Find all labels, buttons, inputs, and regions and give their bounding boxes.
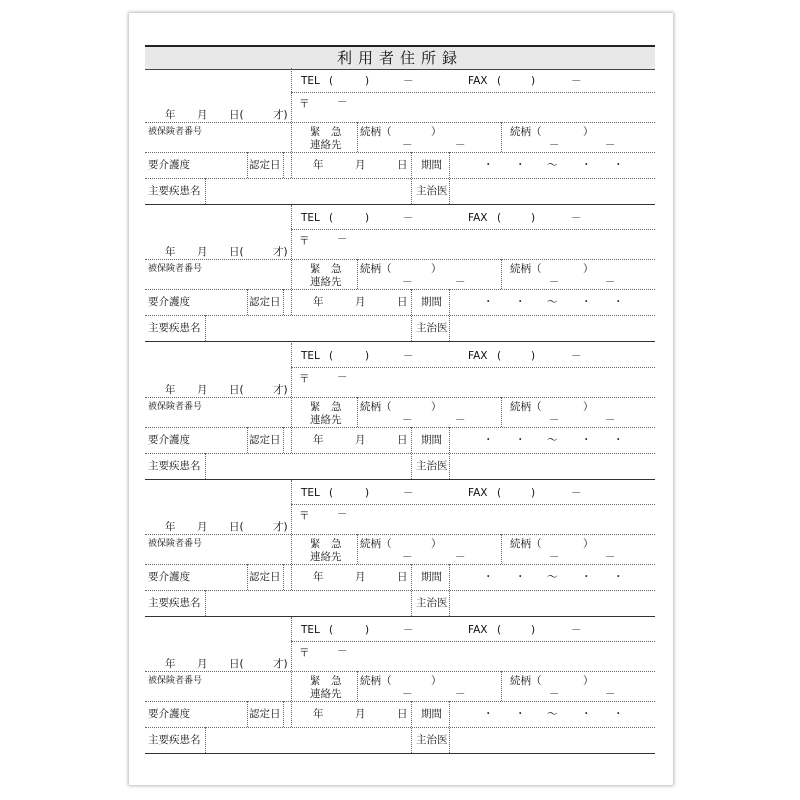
col-divider (291, 205, 292, 315)
emergency-label: 緊 急 (310, 263, 342, 276)
relation1-close: ） (431, 126, 442, 138)
postal-mark: 〒 (299, 647, 310, 660)
emergency-label: 緊 急 (310, 400, 342, 413)
insured-number-label: 被保険者番号 (148, 401, 203, 412)
row-divider (145, 427, 655, 428)
emg2-dash-a: － (549, 139, 560, 151)
period-dot-2: ・ (515, 433, 526, 446)
period-dot-1: ・ (483, 296, 494, 309)
fax-label: FAX (468, 212, 488, 225)
postal-dash: － (337, 645, 348, 658)
col-divider (247, 564, 248, 590)
record-block (145, 617, 655, 754)
emg2-dash-a: － (549, 688, 560, 701)
postal-dash: － (337, 233, 348, 246)
relation1-close: ） (431, 263, 442, 276)
cert-month-label: 月 (355, 708, 366, 721)
col-divider (411, 289, 412, 341)
cert-day-label: 日 (397, 159, 408, 171)
cert-day-label: 日 (397, 296, 408, 309)
birth-day-label: 日( (229, 383, 244, 396)
emg1-dash-b: － (455, 276, 466, 289)
doctor-label: 主治医 (416, 734, 448, 747)
insured-number-label: 被保険者番号 (148, 264, 203, 275)
emg2-dash-a: － (549, 276, 560, 289)
period-dot-4: ・ (613, 708, 624, 721)
doctor-label: 主治医 (416, 596, 448, 609)
col-divider (205, 453, 206, 479)
tel-paren-open: ( (329, 349, 334, 362)
postal-dash: － (337, 370, 348, 383)
period-dot-2: ・ (515, 296, 526, 309)
period-dot-4: ・ (613, 159, 624, 171)
birth-year-label: 年 (165, 109, 176, 121)
period-label: 期間 (421, 708, 442, 721)
postal-mark: 〒 (299, 509, 310, 522)
period-label: 期間 (421, 570, 442, 583)
col-divider (501, 122, 502, 152)
record-block (145, 480, 655, 617)
cert-year-label: 年 (313, 570, 324, 583)
row-divider (145, 727, 655, 728)
fax-dash: － (571, 486, 582, 499)
birth-month-label: 月 (197, 246, 208, 259)
col-divider (411, 152, 412, 204)
tel-label: TEL (301, 349, 320, 362)
cert-date-label: 認定日 (249, 433, 281, 446)
relation2-close: ） (583, 263, 594, 276)
row-divider (291, 367, 655, 368)
emg2-dash-b: － (605, 688, 616, 701)
relation2-close: ） (583, 675, 594, 688)
emergency-label: 緊 急 (310, 537, 342, 550)
emergency-label: 緊 急 (310, 126, 342, 138)
cert-month-label: 月 (355, 296, 366, 309)
tel-paren-open: ( (329, 75, 334, 87)
care-level-label: 要介護度 (148, 433, 190, 446)
record-block (145, 68, 655, 205)
birth-year-label: 年 (165, 658, 176, 671)
tel-paren-open: ( (329, 486, 334, 499)
cert-date-label: 認定日 (249, 570, 281, 583)
care-level-label: 要介護度 (148, 708, 190, 721)
emg1-dash-a: － (402, 413, 413, 426)
row-divider (145, 122, 655, 123)
period-tilde: ～ (547, 296, 558, 309)
cert-date-label: 認定日 (249, 296, 281, 309)
relation2-label: 続柄（ (510, 537, 542, 550)
col-divider (291, 343, 292, 453)
tel-paren-open: ( (329, 624, 334, 637)
col-divider (283, 289, 284, 315)
fax-paren-close: ) (531, 486, 536, 499)
cert-year-label: 年 (313, 708, 324, 721)
emg1-dash-a: － (402, 139, 413, 151)
fax-dash: － (571, 212, 582, 225)
row-divider (145, 534, 655, 535)
birth-month-label: 月 (197, 383, 208, 396)
row-divider (145, 564, 655, 565)
tel-dash: － (403, 212, 414, 225)
relation1-label: 続柄（ (360, 126, 392, 138)
tel-dash: － (403, 486, 414, 499)
period-dot-4: ・ (613, 433, 624, 446)
emg2-dash-a: － (549, 413, 560, 426)
col-divider (205, 727, 206, 753)
tel-paren-open: ( (329, 212, 334, 225)
tel-dash: － (403, 349, 414, 362)
col-divider (411, 427, 412, 479)
birth-day-label: 日( (229, 246, 244, 259)
fax-dash: － (571, 624, 582, 637)
fax-paren-open: ( (497, 486, 502, 499)
col-divider (357, 259, 358, 289)
cert-month-label: 月 (355, 159, 366, 171)
postal-mark: 〒 (299, 372, 310, 385)
fax-dash: － (571, 349, 582, 362)
col-divider (501, 397, 502, 427)
age-label: 才) (273, 520, 288, 533)
birth-day-label: 日( (229, 520, 244, 533)
period-dot-2: ・ (515, 708, 526, 721)
cert-day-label: 日 (397, 433, 408, 446)
period-dot-3: ・ (581, 433, 592, 446)
period-dot-1: ・ (483, 708, 494, 721)
col-divider (357, 671, 358, 701)
postal-mark: 〒 (299, 98, 310, 110)
col-divider (283, 701, 284, 727)
emg1-dash-a: － (402, 688, 413, 701)
row-divider (145, 289, 655, 290)
tel-label: TEL (301, 486, 320, 499)
col-divider (205, 590, 206, 616)
birth-year-label: 年 (165, 520, 176, 533)
fax-paren-close: ) (531, 624, 536, 637)
tel-dash: － (403, 624, 414, 637)
fax-dash: － (571, 75, 582, 87)
period-tilde: ～ (547, 159, 558, 171)
record-bottom-rule (145, 753, 655, 754)
row-divider (145, 701, 655, 702)
main-disease-label: 主要疾患名 (148, 734, 201, 747)
fax-paren-open: ( (497, 349, 502, 362)
period-dot-3: ・ (581, 159, 592, 171)
tel-paren-close: ) (365, 349, 370, 362)
care-level-label: 要介護度 (148, 570, 190, 583)
row-divider (145, 671, 655, 672)
relation1-label: 続柄（ (360, 263, 392, 276)
emg2-dash-b: － (605, 276, 616, 289)
relation2-label: 続柄（ (510, 126, 542, 138)
emg2-dash-b: － (605, 413, 616, 426)
insured-number-label: 被保険者番号 (148, 676, 203, 687)
col-divider (449, 701, 450, 753)
col-divider (357, 122, 358, 152)
relation1-close: ） (431, 400, 442, 413)
tel-paren-close: ) (365, 486, 370, 499)
period-dot-4: ・ (613, 570, 624, 583)
fax-label: FAX (468, 349, 488, 362)
main-disease-label: 主要疾患名 (148, 459, 201, 472)
period-label: 期間 (421, 296, 442, 309)
insured-number-label: 被保険者番号 (148, 127, 203, 137)
emg1-dash-b: － (455, 413, 466, 426)
period-tilde: ～ (547, 570, 558, 583)
col-divider (449, 427, 450, 479)
row-divider (145, 453, 655, 454)
period-dot-4: ・ (613, 296, 624, 309)
relation1-label: 続柄（ (360, 675, 392, 688)
postal-mark: 〒 (299, 235, 310, 248)
care-level-label: 要介護度 (148, 159, 190, 171)
birth-year-label: 年 (165, 246, 176, 259)
doctor-label: 主治医 (416, 322, 448, 335)
age-label: 才) (273, 246, 288, 259)
birth-day-label: 日( (229, 658, 244, 671)
period-dot-1: ・ (483, 570, 494, 583)
emergency-label: 緊 急 (310, 675, 342, 688)
fax-paren-open: ( (497, 212, 502, 225)
emg1-dash-b: － (455, 139, 466, 151)
contact-label: 連絡先 (310, 139, 342, 151)
emg1-dash-b: － (455, 688, 466, 701)
tel-dash: － (403, 75, 414, 87)
emg1-dash-a: － (402, 550, 413, 563)
record-block (145, 205, 655, 342)
period-label: 期間 (421, 433, 442, 446)
col-divider (283, 564, 284, 590)
birth-year-label: 年 (165, 383, 176, 396)
fax-label: FAX (468, 486, 488, 499)
relation2-label: 続柄（ (510, 400, 542, 413)
emg1-dash-a: － (402, 276, 413, 289)
col-divider (291, 480, 292, 590)
tel-label: TEL (301, 212, 320, 225)
tel-paren-close: ) (365, 75, 370, 87)
fax-paren-close: ) (531, 349, 536, 362)
emg1-dash-b: － (455, 550, 466, 563)
emg2-dash-b: － (605, 139, 616, 151)
col-divider (449, 289, 450, 341)
col-divider (411, 701, 412, 753)
col-divider (501, 259, 502, 289)
emg2-dash-a: － (549, 550, 560, 563)
period-tilde: ～ (547, 433, 558, 446)
col-divider (449, 564, 450, 616)
col-divider (283, 152, 284, 178)
row-divider (145, 590, 655, 591)
cert-year-label: 年 (313, 296, 324, 309)
cert-date-label: 認定日 (249, 159, 281, 171)
relation2-close: ） (583, 126, 594, 138)
col-divider (357, 534, 358, 564)
contact-label: 連絡先 (310, 550, 342, 563)
row-divider (291, 229, 655, 230)
relation1-close: ） (431, 537, 442, 550)
fax-paren-close: ) (531, 75, 536, 87)
col-divider (247, 701, 248, 727)
col-divider (291, 68, 292, 178)
row-divider (291, 92, 655, 93)
postal-dash: － (337, 507, 348, 520)
fax-label: FAX (468, 624, 488, 637)
record-block (145, 343, 655, 480)
col-divider (501, 534, 502, 564)
col-divider (247, 427, 248, 453)
cert-date-label: 認定日 (249, 708, 281, 721)
period-dot-2: ・ (515, 570, 526, 583)
period-label: 期間 (421, 159, 442, 171)
emg2-dash-b: － (605, 550, 616, 563)
fax-paren-open: ( (497, 75, 502, 87)
cert-month-label: 月 (355, 433, 366, 446)
age-label: 才) (273, 109, 288, 121)
fax-paren-close: ) (531, 212, 536, 225)
period-dot-1: ・ (483, 433, 494, 446)
period-tilde: ～ (547, 708, 558, 721)
birth-month-label: 月 (197, 520, 208, 533)
tel-paren-close: ) (365, 212, 370, 225)
cert-month-label: 月 (355, 570, 366, 583)
period-dot-3: ・ (581, 296, 592, 309)
relation1-label: 続柄（ (360, 537, 392, 550)
main-disease-label: 主要疾患名 (148, 596, 201, 609)
col-divider (357, 397, 358, 427)
postal-dash: － (337, 96, 348, 108)
col-divider (411, 564, 412, 616)
row-divider (145, 259, 655, 260)
birth-month-label: 月 (197, 658, 208, 671)
col-divider (205, 178, 206, 204)
col-divider (247, 152, 248, 178)
row-divider (291, 641, 655, 642)
relation2-label: 続柄（ (510, 675, 542, 688)
cert-year-label: 年 (313, 433, 324, 446)
col-divider (501, 671, 502, 701)
contact-label: 連絡先 (310, 276, 342, 289)
col-divider (247, 289, 248, 315)
period-dot-3: ・ (581, 570, 592, 583)
period-dot-3: ・ (581, 708, 592, 721)
row-divider (145, 178, 655, 179)
row-divider (291, 504, 655, 505)
contact-label: 連絡先 (310, 413, 342, 426)
col-divider (291, 617, 292, 727)
tel-paren-close: ) (365, 624, 370, 637)
tel-label: TEL (301, 624, 320, 637)
row-divider (145, 315, 655, 316)
col-divider (283, 427, 284, 453)
care-level-label: 要介護度 (148, 296, 190, 309)
cert-year-label: 年 (313, 159, 324, 171)
relation2-close: ） (583, 400, 594, 413)
cert-day-label: 日 (397, 708, 408, 721)
birth-day-label: 日( (229, 109, 244, 121)
row-divider (145, 397, 655, 398)
relation1-close: ） (431, 675, 442, 688)
period-dot-2: ・ (515, 159, 526, 171)
col-divider (449, 152, 450, 204)
age-label: 才) (273, 383, 288, 396)
relation2-label: 続柄（ (510, 263, 542, 276)
age-label: 才) (273, 658, 288, 671)
page-title: 利用者住所録 (145, 45, 655, 70)
doctor-label: 主治医 (416, 185, 448, 197)
cert-day-label: 日 (397, 570, 408, 583)
main-disease-label: 主要疾患名 (148, 185, 201, 197)
period-dot-1: ・ (483, 159, 494, 171)
doctor-label: 主治医 (416, 459, 448, 472)
relation2-close: ） (583, 537, 594, 550)
birth-month-label: 月 (197, 109, 208, 121)
fax-label: FAX (468, 75, 488, 87)
main-disease-label: 主要疾患名 (148, 322, 201, 335)
fax-paren-open: ( (497, 624, 502, 637)
insured-number-label: 被保険者番号 (148, 538, 203, 549)
col-divider (205, 315, 206, 341)
tel-label: TEL (301, 75, 320, 87)
row-divider (145, 152, 655, 153)
relation1-label: 続柄（ (360, 400, 392, 413)
contact-label: 連絡先 (310, 688, 342, 701)
